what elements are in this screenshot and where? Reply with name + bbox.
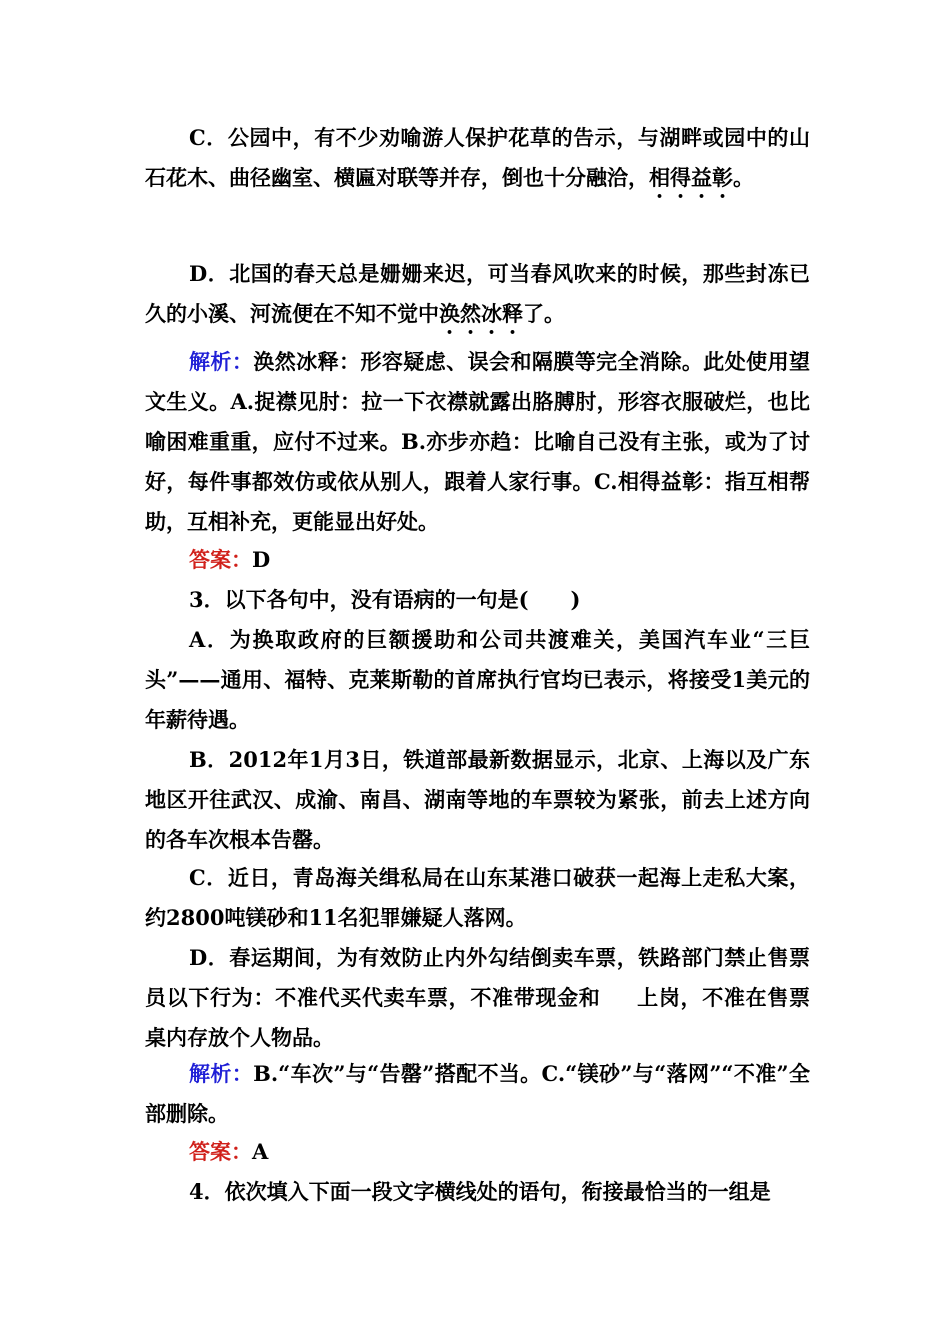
q3-stem: 3．以下各句中，没有语病的一句是( ) [189, 587, 581, 612]
q2-answer-value: D [252, 547, 271, 572]
q3-analysis [145, 1054, 810, 1134]
q2-option-c-text: C．公园中，有不少劝喻游人保护花草的告示，与湖畔或园中的山石花木、曲径幽室、横匾对联等并存，倒也十分融洽， [145, 125, 810, 190]
q3-answer [145, 1132, 810, 1172]
q2-analysis-text: 涣然冰释：形容疑虑、误会和隔膜等完全消除。此处使用望文生义。A.捉襟见肘：拉一下衣襟就露出胳膊肘，形容衣服破烂，也比喻困难重重，应付不过来。B.亦步亦趋：比喻自己没有主张，或为了讨好，每件事都效仿或依从别人，跟着人家行事。C.相得益彰：指互相帮助，互相补充，更能显出好处。 [145, 349, 811, 534]
q2-analysis-label: 解析： [189, 349, 254, 374]
q3-answer-value: A [252, 1139, 269, 1164]
q3-option-c: C．近日，青岛海关缉私局在山东某港口破获一起海上走私大案，约2800吨镁砂和11名犯罪嫌疑人落网。 [145, 865, 810, 930]
q2-option-d [145, 254, 810, 339]
q3-analysis-label: 解析： [189, 1061, 254, 1086]
q2-answer-label: 答案： [189, 547, 252, 572]
q2-option-c [145, 118, 810, 203]
q3-option-d [145, 938, 810, 1058]
q2-option-d-text: D．北国的春天总是姗姗来迟，可当春风吹来的时候，那些封冻已久的小溪、河流便在不知不觉中 [145, 261, 810, 326]
q3-option-d-text: D．春运期间，为有效防止内外勾结倒卖车票，铁路部门禁止售票员以下行为：不准代买代卖车票，不准带现金和 [145, 945, 810, 1010]
q2-option-d-suffix: 了。 [523, 301, 565, 326]
q2-answer [145, 540, 810, 580]
q3-option-a: A．为换取政府的巨额援助和公司共渡难关，美国汽车业“三巨头”——通用、福特、克莱斯勒的首席执行官均已表示，将接受1美元的年薪待遇。 [145, 627, 810, 732]
q3-option-b: B．2012年1月3日，铁道部最新数据显示，北京、上海以及广东地区开往武汉、成渝、南昌、湖南等地的车票较为紧张，前去上述方向的各车次根本告罄。 [145, 747, 810, 852]
q2-option-d-emphasis: 涣然冰释 [439, 301, 523, 326]
q2-option-c-emphasis: 相得益彰 [649, 165, 733, 190]
q4-stem: 4．依次填入下面一段文字横线处的语句，衔接最恰当的一组是 [189, 1179, 771, 1204]
q3-option-d-text-after: 上岗，不准在售票桌内存放个人物品。 [145, 985, 811, 1050]
q2-analysis [145, 342, 810, 542]
q3-answer-label: 答案： [189, 1139, 252, 1164]
q2-option-c-suffix: 。 [733, 165, 754, 190]
q3-analysis-text: B.“车次”与“告罄”搭配不当。C.“镁砂”与“落网”“不准”全部删除。 [145, 1061, 810, 1126]
